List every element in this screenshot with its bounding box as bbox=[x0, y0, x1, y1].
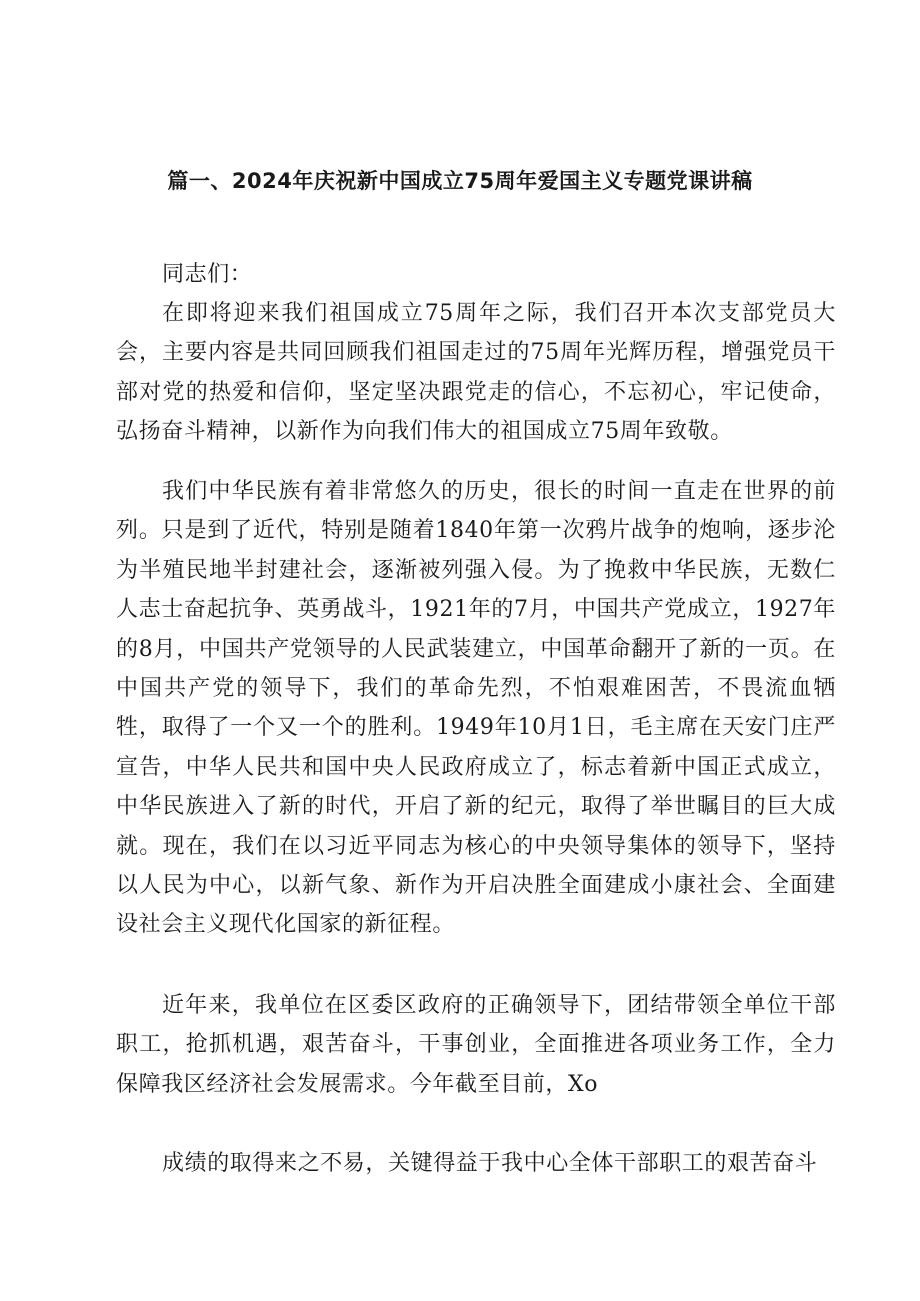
salutation: 同志们： bbox=[162, 262, 253, 287]
salutation-block bbox=[116, 255, 836, 294]
paragraph-block-1 bbox=[116, 294, 836, 452]
paragraph-3: 近年来，我单位在区委区政府的正确领导下，团结带领全单位干部职工，抢抓机遇，艰苦奋斗，干事创业，全面推进各项业务工作，全力保障我区经济社会发展需求。今年截至目前，Xo bbox=[116, 993, 836, 1097]
paragraph-block-4 bbox=[116, 1144, 836, 1183]
paragraph-block-2 bbox=[116, 472, 836, 945]
paragraph-4: 成绩的取得来之不易，关键得益于我中心全体干部职工的艰苦奋斗 bbox=[162, 1151, 818, 1176]
paragraph-2: 我们中华民族有着非常悠久的历史，很长的时间一直走在世界的前列。只是到了近代，特别是随着1840年第一次鸦片战争的炮响，逐步沦为半殖民地半封建社会，逐渐被列强入侵。为了挽救中华民族，无数仁人志士奋起抗争、英勇战斗，1921年的7月，中国共产党成立，1927年的8月，中国共产党领导的人民武装建立，中国革命翻开了新的一页。在中国共产党的领导下，我们的革命先烈，不怕艰难困苦，不畏流血牺牲，取得了一个又一个的胜利。1949年10月1日，毛主席在天安门庄严宣告，中华人民共和国中央人民政府成立了，标志着新中国正式成立，中华民族进入了新的时代，开启了新的纪元，取得了举世瞩目的巨大成就。现在，我们在以习近平同志为核心的中央领导集体的领导下，坚持以人民为中心，以新气象、新作为开启决胜全面建成小康社会、全面建设社会主义现代化国家的新征程。 bbox=[116, 479, 836, 938]
paragraph-1: 在即将迎来我们祖国成立75周年之际，我们召开本次支部党员大会，主要内容是共同回顾我们祖国走过的75周年光辉历程，增强党员干部对党的热爱和信仰，坚定坚决跟党走的信心，不忘初心，牢记使命，弘扬奋斗精神，以新作为向我们伟大的祖国成立75周年致敬。 bbox=[116, 301, 836, 445]
document-title: 篇一、2024年庆祝新中国成立75周年爱国主义专题党课讲稿 bbox=[167, 169, 753, 193]
paragraph-block-3 bbox=[116, 986, 836, 1104]
